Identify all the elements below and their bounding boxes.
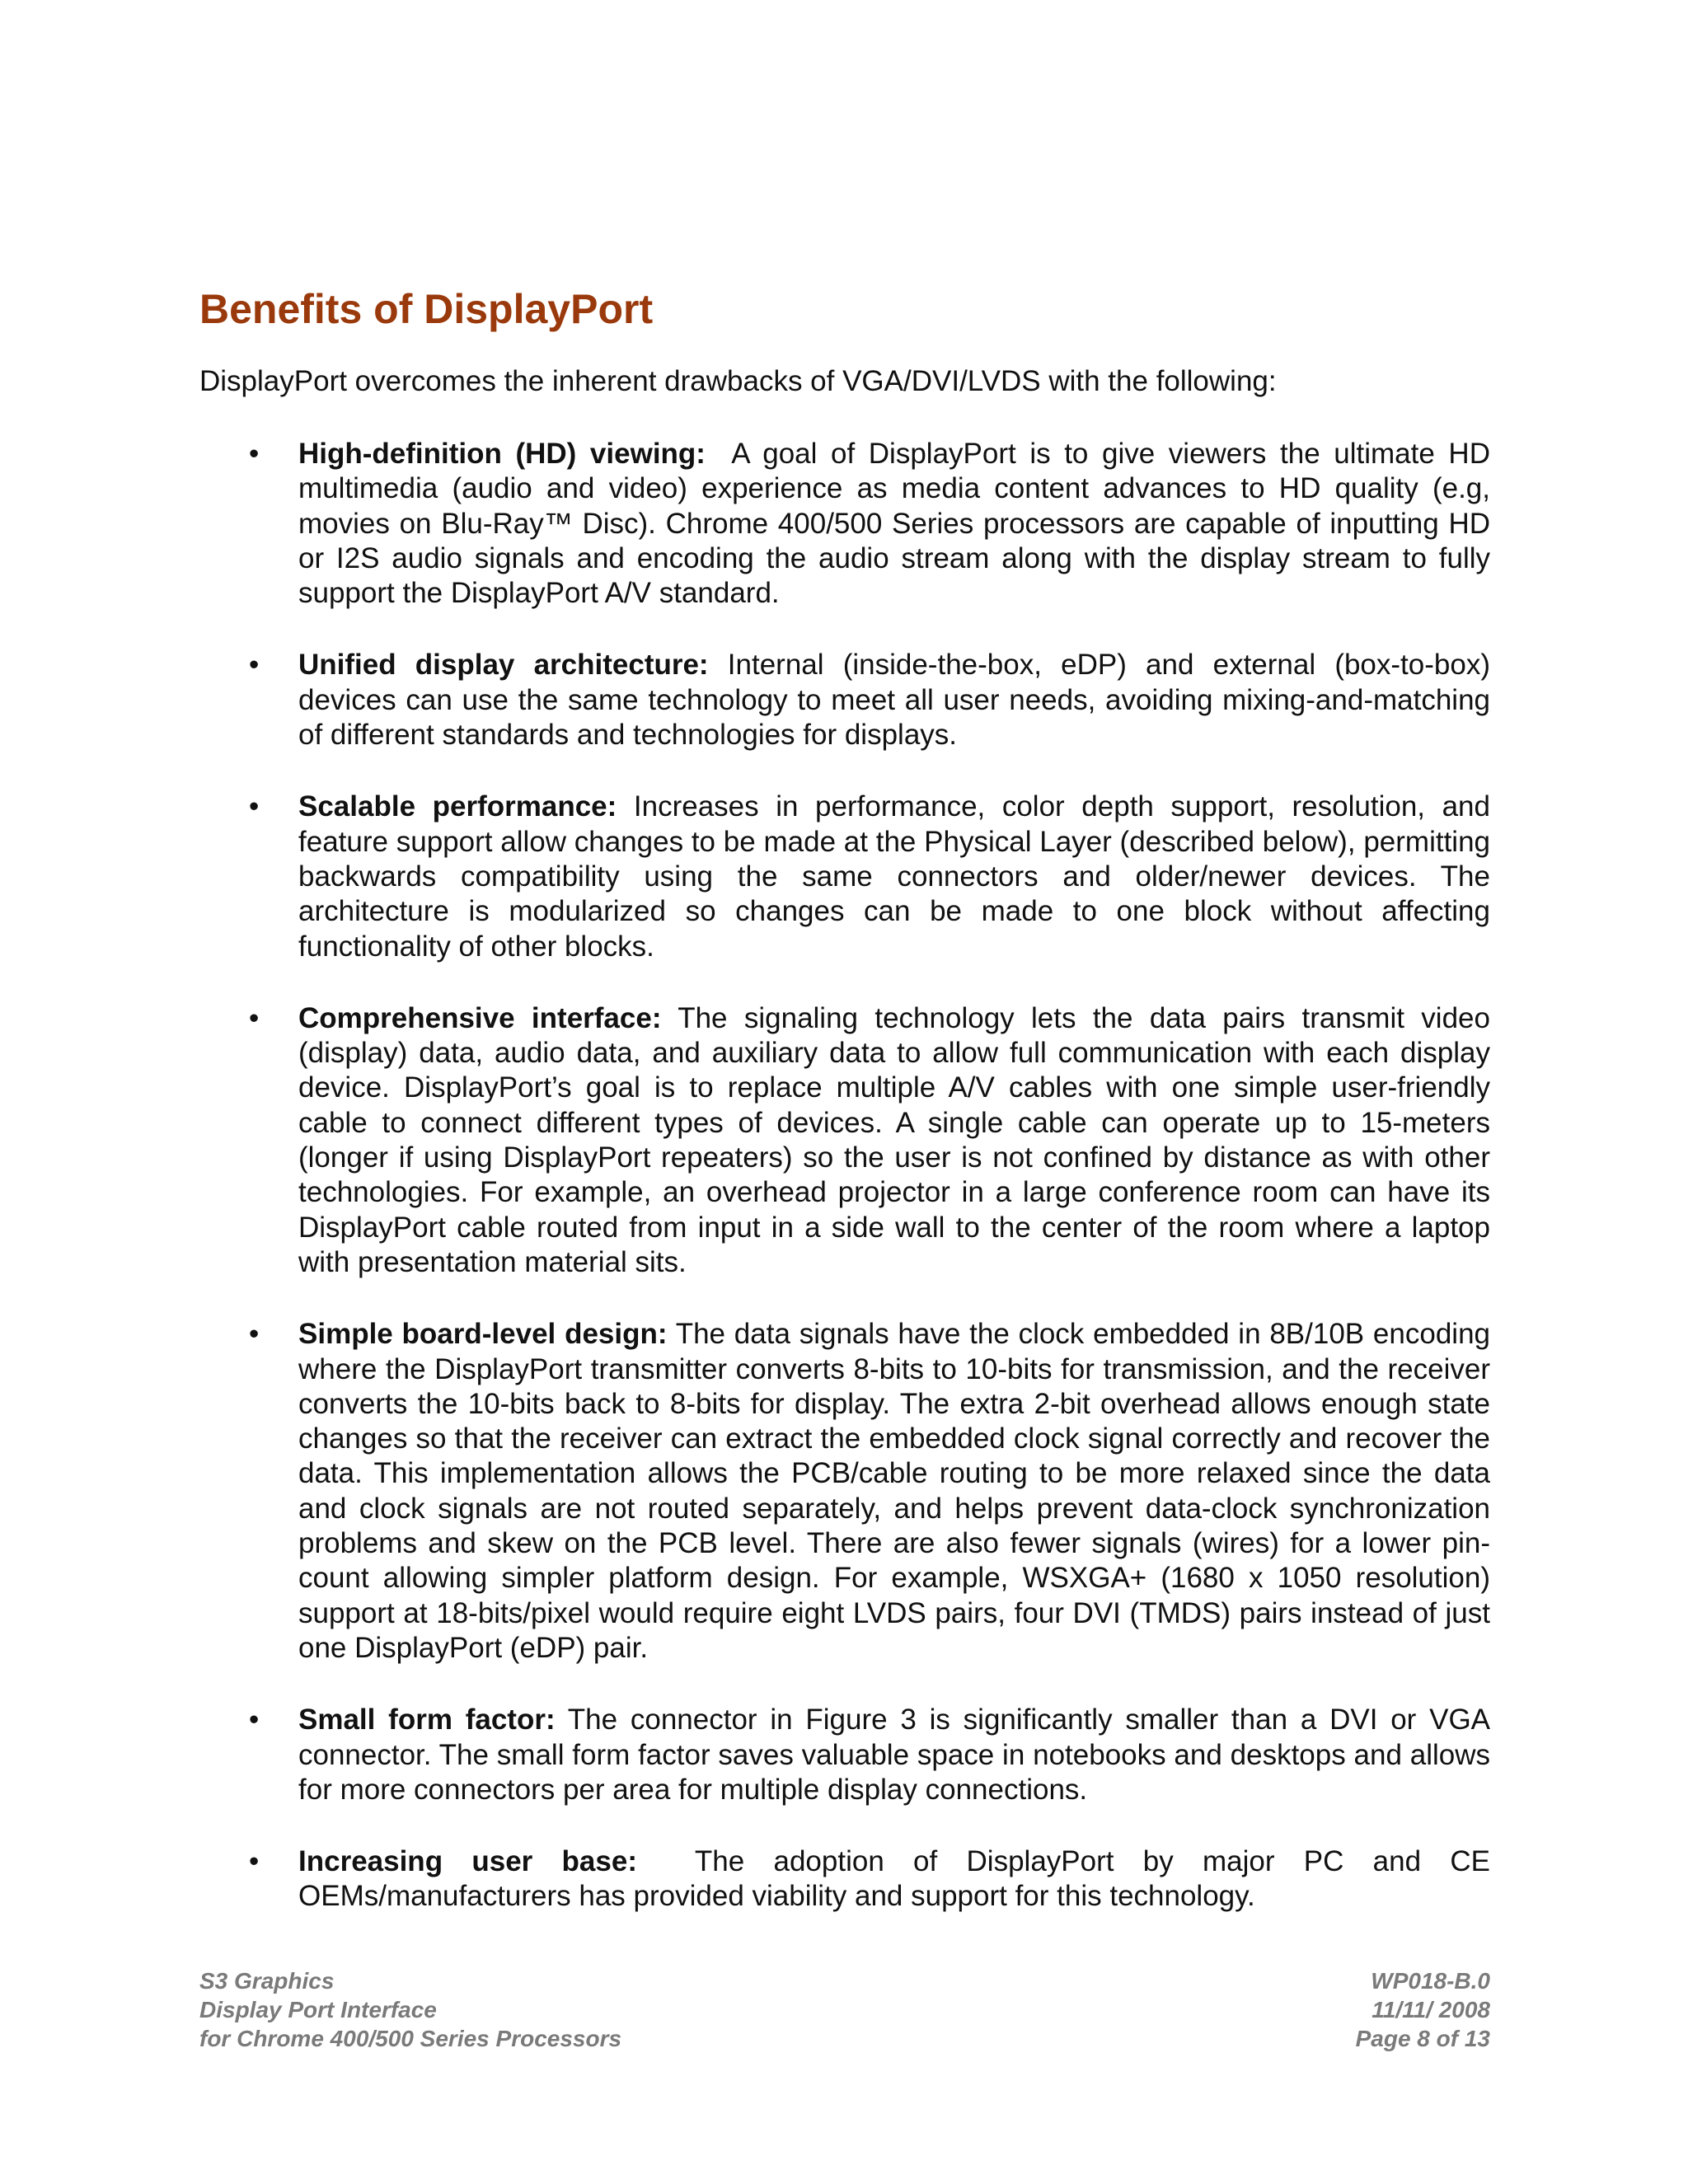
benefit-text: The signaling technology lets the data pairs transmit video (display) data, audio data, and auxiliary data to allow full communication with each display device. DisplayPort’s goal is to replace multiple A/V cables with one simple user-friendly cable to connect different types of devices. A single cable can operate up to 15-meters (longer if using DisplayPort repeaters) so the user is not confined by distance as with other technologies. For example, an overhead projector in a large conference room can have its DisplayPort cable routed from input in a side wall to the center of the room where a laptop with presentation material sits.: [298, 1001, 1490, 1278]
benefit-item: [199, 1844, 1490, 1915]
benefit-term: Comprehensive interface:: [298, 1001, 662, 1034]
footer-left: [199, 1966, 621, 2053]
footer-right: [1356, 1966, 1490, 2053]
bullet-icon: •: [249, 1704, 260, 1736]
benefit-term: Scalable performance:: [298, 790, 617, 823]
bullet-icon: •: [249, 438, 260, 470]
bullet-icon: •: [249, 649, 260, 682]
benefit-item: [199, 1001, 1490, 1280]
benefit-term: Increasing user base:: [298, 1845, 637, 1878]
benefit-item: [199, 648, 1490, 752]
benefit-item: [199, 1703, 1490, 1807]
footer-page-number: Page 8 of 13: [1355, 2026, 1490, 2051]
benefit-term: High-definition (HD) viewing:: [298, 438, 706, 470]
footer-doc-id: WP018-B.0: [1371, 1968, 1490, 1994]
benefit-item: [199, 437, 1490, 611]
bullet-icon: •: [249, 790, 260, 823]
benefit-text: The connector in Figure 3 is significantly smaller than a DVI or VGA connector. The small form factor saves valuable space in notebooks and desktops and allows for more connectors per area for multiple display connections.: [298, 1704, 1491, 1806]
footer-doc-subtitle: for Chrome 400/500 Series Processors: [199, 2026, 622, 2051]
page-body: [199, 272, 1490, 1952]
bullet-icon: •: [249, 1318, 260, 1351]
bullet-icon: •: [249, 1845, 260, 1878]
benefit-text: The adoption of DisplayPort by major PC and CE OEMs/manufacturers has provided viability and support for this technology.: [298, 1845, 1490, 1913]
benefit-term: Unified display architecture:: [298, 649, 709, 682]
footer-doc-title: Display Port Interface: [199, 1997, 437, 2022]
benefit-text: The data signals have the clock embedded in 8B/10B encoding where the DisplayPort transmitter converts 8-bits to 10-bits for transmission, and the receiver converts the 10-bits back to 8-bits for display. The extra 2-bit overhead allows enough state changes so that the receiver can extract the embedded clock signal correctly and recover the data. This implementation allows the PCB/cable routing to be more relaxed since the data and clock signals are not routed separately, and helps prevent data-clock synchronization problems and skew on the PCB level. There are also fewer signals (wires) for a lower pin-count allowing simpler platform design. For example, WSXGA+ (1680 x 1050 resolution) support at 18-bits/pixel would require eight LVDS pairs, four DVI (TMDS) pairs instead of just one DisplayPort (eDP) pair.: [298, 1318, 1491, 1664]
benefit-text: A goal of DisplayPort is to give viewers the ultimate HD multimedia (audio and video) experience as media content advances to HD quality (e.g, movies on Blu-Ray™ Disc). Chrome 400/500 Series processors are capable of inputting HD or I2S audio signals and encoding the audio stream along with the display stream to fully support the DisplayPort A/V standard.: [298, 438, 1490, 610]
benefit-item: [199, 1317, 1490, 1666]
bullet-icon: •: [249, 1001, 260, 1034]
footer-company: S3 Graphics: [199, 1968, 335, 1994]
benefit-term: Simple board-level design:: [298, 1318, 668, 1351]
footer-date: 11/11/ 2008: [1372, 1997, 1490, 2022]
benefit-item: [199, 790, 1490, 963]
benefit-list: [199, 437, 1490, 1915]
benefit-text: Internal (inside-the-box, eDP) and external (box-to-box) devices can use the same technology to meet all user needs, avoiding mixing-and-matching of different standards and technologies for displays.: [298, 649, 1490, 752]
benefit-text: Increases in performance, color depth support, resolution, and feature support allow changes to be made at the Physical Layer (described below), permitting backwards compatibility using the same connectors and older/newer devices. The architecture is modularized so changes can be made to one block without affecting functionality of other blocks.: [298, 790, 1490, 963]
section-heading: Benefits of DisplayPort: [199, 286, 654, 332]
intro-paragraph: DisplayPort overcomes the inherent drawbacks of VGA/DVI/LVDS with the following:: [199, 365, 1277, 397]
benefit-term: Small form factor:: [298, 1704, 556, 1736]
